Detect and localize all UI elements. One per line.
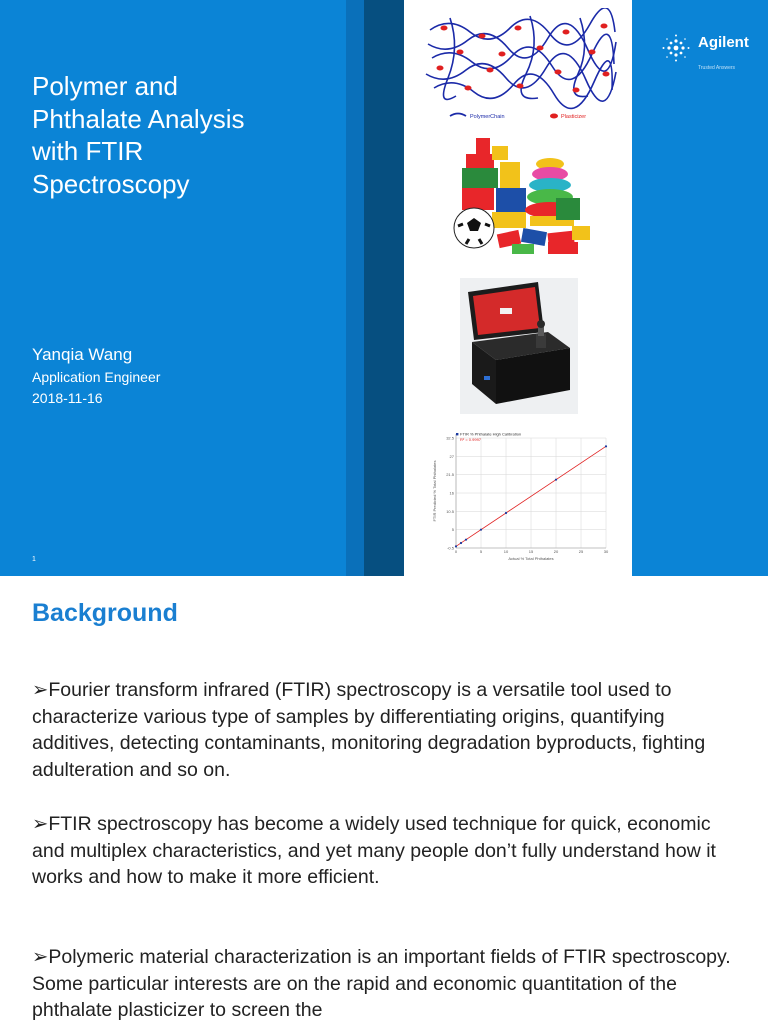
chart-legend-r2: R² = 0.9997 [460,437,482,442]
legend-plasticizer-swatch [550,114,558,119]
author-role: Application Engineer [32,369,161,385]
slide-title [32,70,332,200]
chart-x-tick: 0 [454,549,458,554]
background-section [32,586,742,1021]
chart-y-tick: 10.5 [446,508,454,514]
chart-x-tick: 25 [578,549,584,554]
chart-x-tick: 30 [603,549,609,554]
chart-x-tick: 20 [553,549,559,554]
chart-data-point [505,512,507,514]
chart-data-point [455,545,457,547]
calibration-chart [420,426,616,562]
chart-y-tick: 27 [449,453,454,459]
section-heading: Background [32,599,178,627]
bullet-paragraph: ➢Fourier transform infrared (FTIR) spectroscopy is a versatile tool used to characterize various type of samples by differentiating origins, quantifying additives, detecting contaminants, monitoring degradation byproducts, fighting adulteration and so on. [32,679,706,781]
polymer-chain-illustration [420,8,620,128]
title-line: Phthalate Analysis [32,103,245,134]
agilent-logo [660,32,760,82]
ftir-instrument-photo [460,278,578,414]
chart-data-point [605,445,607,447]
chart-y-tick: -0.5 [447,545,454,551]
accent-band-light [346,0,364,576]
chart-data-point [480,529,482,531]
title-line: Spectroscopy [32,168,190,199]
chart-y-tick: 5 [451,527,454,533]
bullet-paragraph: ➢Polymeric material characterization is an important fields of FTIR spectroscopy. Some particular interests are on the rapid and economic quantitation of the phthalate plasticizer to screen the [32,946,731,1021]
chart-data-point [465,539,467,541]
chart-y-tick: 32.5 [446,435,454,441]
title-line: with FTIR [32,136,144,166]
legend-plasticizer-label: Plasticizer [561,114,587,120]
legend-chain-swatch [450,114,466,117]
chart-y-tick: 21.5 [446,472,454,478]
chart-x-label: Actual % Total Phthalates [508,556,554,561]
chart-x-tick: 5 [479,549,483,554]
chart-x-tick: 15 [528,549,534,554]
agilent-spark-icon [660,32,692,64]
legend-chain-label: PolymerChain [470,114,505,120]
chart-y-label: FTIR Predicted % Total Phthalates [432,460,437,522]
chart-y-tick: 16 [449,490,454,496]
logo-tagline: Trusted Answers [698,65,736,71]
title-line: Polymer and [32,71,178,101]
presentation-date: 2018-11-16 [32,390,103,406]
chart-legend-series: FTIR % Phthalate High Calibration [460,431,522,437]
chart-x-tick: 10 [503,549,509,554]
logo-wordmark: Agilent [698,34,749,51]
author-name: Yanqia Wang [32,345,133,364]
accent-band-dark [364,0,404,576]
chart-data-point [555,479,557,481]
plastic-toys-photo [452,128,598,274]
chart-data-point [460,542,462,544]
bullet-paragraph: ➢FTIR spectroscopy has become a widely used technique for quick, economic and multiplex characteristics, and yet many people don’t fully understand how it works and how to make it more efficient. [32,813,716,888]
slide-number: 1 [32,556,36,563]
